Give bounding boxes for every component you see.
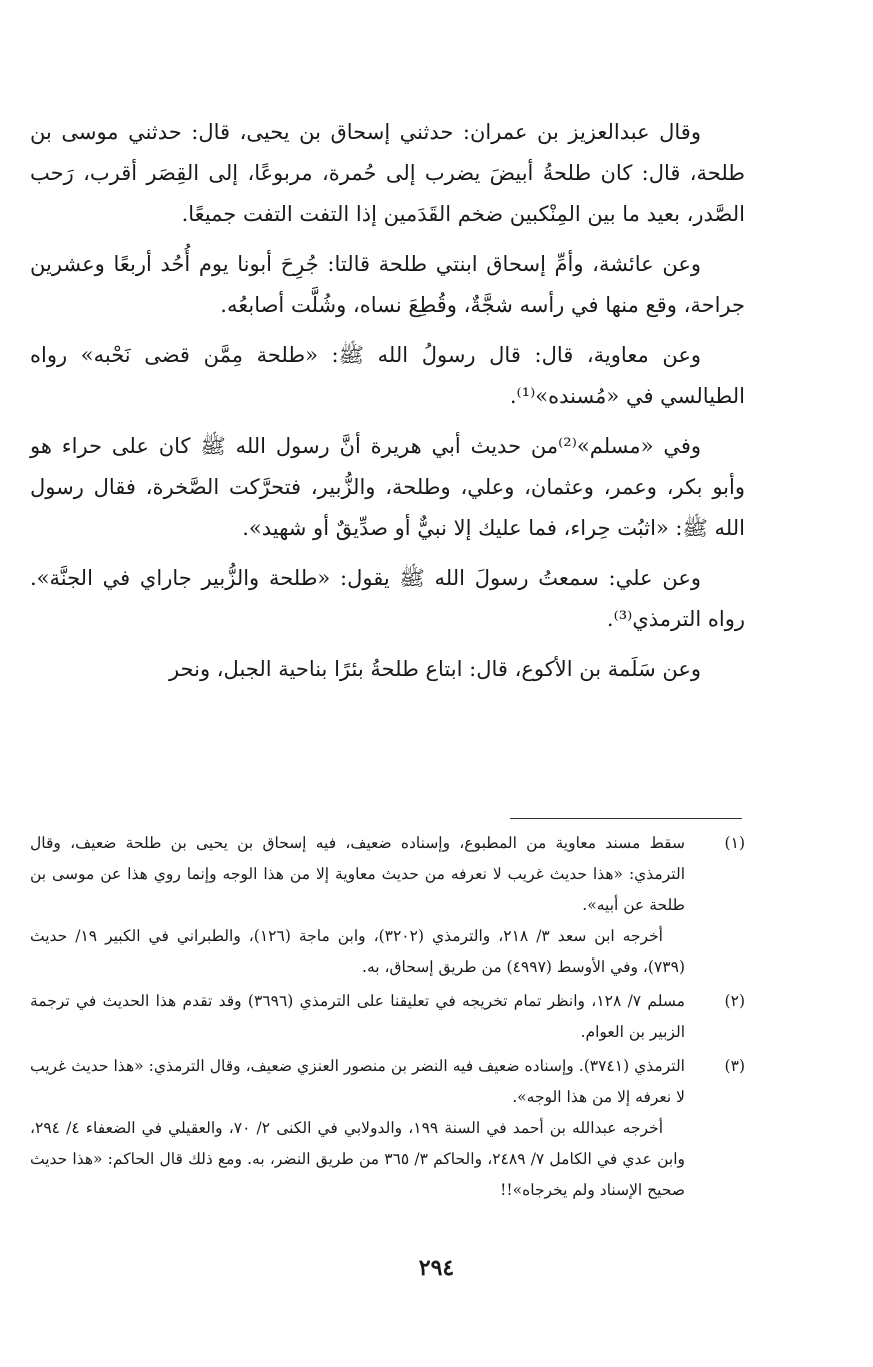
paragraph: وعن عائشة، وأمِّ إسحاق ابنتي طلحة قالتا: جُرِحَ أبونا يوم أُحُد أربعًا وعشرين جراحة، وقع منها في رأسه شجَّةٌ، وقُطِعَ نساه، وشُلَّت أصابعُه. <box>30 252 745 317</box>
footnote <box>30 986 745 1048</box>
footnote-text: أخرجه عبدالله بن أحمد في السنة ١٩٩، والدولابي في الكنى ٢/ ٧٠، والعقيلي في الضعفاء ٤/ ٢٩٤، وابن عدي في الكامل ٧/ ٢٤٨٩، والحاكم ٣/ ٣٦٥ من طريق النضر، به. ومع ذلك قال الحاكم: «هذا حديث صحيح الإسناد ولم يخرجاه»!! <box>30 1119 685 1199</box>
paragraph: وعن علي: سمعتُ رسولَ الله ﷺ يقول: «طلحة والزُّبير جاراي في الجنَّة». رواه الترمذي⁽³⁾. <box>30 566 745 631</box>
footnote-number: (٣) <box>724 1057 745 1075</box>
main-text <box>30 112 745 699</box>
footnote-number: (٢) <box>724 992 745 1010</box>
footnotes <box>30 828 745 1209</box>
paragraph: وقال عبدالعزيز بن عمران: حدثني إسحاق بن يحيى، قال: حدثني موسى بن طلحة، قال: كان طلحةُ أبيضَ يضرب إلى حُمرة، مربوعًا، إلى القِصَر أقرب، رَحب الصَّدر، بعيد ما بين المِنْكبين ضخم القَدَمين إذا التفت التفت جميعًا. <box>30 120 745 226</box>
paragraph: وفي «مسلم»⁽²⁾من حديث أبي هريرة أنَّ رسول الله ﷺ كان على حراء هو وأبو بكر، وعمر، وعثمان، وعلي، وطلحة، والزُّبير، فتحرَّكت الصَّخرة، فقال رسول الله ﷺ: «اثبُت حِراء، فما عليك إلا نبيٌّ أو صدِّيقٌ أو شهيد». <box>30 434 745 540</box>
footnote-text: سقط مسند معاوية من المطبوع، وإسناده ضعيف، فيه إسحاق بن يحيى بن طلحة ضعيف، وقال الترمذي: «هذا حديث غريب لا نعرفه من حديث معاوية إلا من هذا الوجه وإنما روي هذا عن موسى بن طلحة عن أبيه». <box>30 834 685 914</box>
footnote-text: مسلم ٧/ ١٢٨، وانظر تمام تخريجه في تعليقنا على الترمذي (٣٦٩٦) وقد تقدم هذا الحديث في ترجمة الزبير بن العوام. <box>30 992 685 1041</box>
footnote <box>30 1051 745 1206</box>
footnote <box>30 828 745 983</box>
footnote-text: الترمذي (٣٧٤١). وإسناده ضعيف فيه النضر بن منصور العنزي ضعيف، وقال الترمذي: «هذا حديث غريب لا نعرفه إلا من هذا الوجه». <box>30 1057 685 1106</box>
paragraph: وعن سَلَمة بن الأكوع، قال: ابتاع طلحةُ بئرًا بناحية الجبل، ونحر <box>168 657 701 681</box>
page-number: ٢٩٤ <box>418 1255 455 1281</box>
footnote-separator <box>510 818 742 819</box>
footnote-text: أخرجه ابن سعد ٣/ ٢١٨، والترمذي (٣٢٠٢)، وابن ماجة (١٢٦)، والطبراني في الكبير ١٩/ حديث (٧٣٩)، وفي الأوسط (٤٩٩٧) من طريق إسحاق، به. <box>30 927 685 976</box>
paragraph: وعن معاوية، قال: قال رسولُ الله ﷺ: «طلحة مِمَّن قضى نَحْبه» رواه الطيالسي في «مُسنده»⁽¹⁾. <box>30 343 745 408</box>
footnote-number: (١) <box>724 834 745 852</box>
